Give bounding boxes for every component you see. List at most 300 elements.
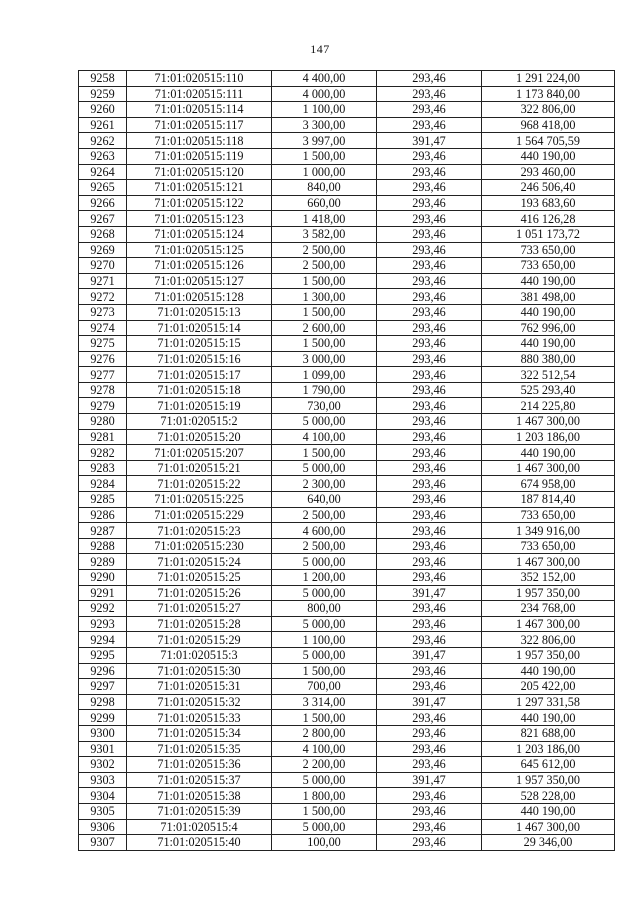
- cadastral-number-cell: 71:01:020515:3: [127, 647, 272, 663]
- area-cell: 5 000,00: [272, 772, 377, 788]
- table-row: [79, 164, 615, 180]
- rate-cell: 293,46: [377, 102, 482, 118]
- total-value-cell: 1 173 840,00: [482, 86, 615, 102]
- area-cell: 5 000,00: [272, 647, 377, 663]
- row-number-cell: 9280: [79, 414, 127, 430]
- rate-cell: 293,46: [377, 226, 482, 242]
- rate-cell: 293,46: [377, 336, 482, 352]
- table-row: [79, 757, 615, 773]
- cadastral-number-cell: 71:01:020515:229: [127, 507, 272, 523]
- rate-cell: 293,46: [377, 211, 482, 227]
- table-row: [79, 523, 615, 539]
- area-cell: 100,00: [272, 835, 377, 851]
- area-cell: 660,00: [272, 195, 377, 211]
- total-value-cell: 440 190,00: [482, 336, 615, 352]
- rate-cell: 293,46: [377, 195, 482, 211]
- total-value-cell: 352 152,00: [482, 570, 615, 586]
- row-number-cell: 9301: [79, 741, 127, 757]
- total-value-cell: 674 958,00: [482, 476, 615, 492]
- row-number-cell: 9265: [79, 180, 127, 196]
- row-number-cell: 9294: [79, 632, 127, 648]
- area-cell: 1 418,00: [272, 211, 377, 227]
- area-cell: 5 000,00: [272, 819, 377, 835]
- table-row: [79, 507, 615, 523]
- rate-cell: 293,46: [377, 304, 482, 320]
- cadastral-number-cell: 71:01:020515:230: [127, 538, 272, 554]
- row-number-cell: 9289: [79, 554, 127, 570]
- rate-cell: 293,46: [377, 414, 482, 430]
- area-cell: 4 000,00: [272, 86, 377, 102]
- area-cell: 3 000,00: [272, 351, 377, 367]
- total-value-cell: 821 688,00: [482, 725, 615, 741]
- row-number-cell: 9293: [79, 616, 127, 632]
- cadastral-number-cell: 71:01:020515:117: [127, 117, 272, 133]
- area-cell: 1 500,00: [272, 304, 377, 320]
- total-value-cell: 1 957 350,00: [482, 647, 615, 663]
- table-row: [79, 538, 615, 554]
- total-value-cell: 440 190,00: [482, 445, 615, 461]
- row-number-cell: 9302: [79, 757, 127, 773]
- table-row: [79, 180, 615, 196]
- row-number-cell: 9274: [79, 320, 127, 336]
- table-row: [79, 647, 615, 663]
- rate-cell: 293,46: [377, 523, 482, 539]
- rate-cell: 293,46: [377, 835, 482, 851]
- rate-cell: 293,46: [377, 258, 482, 274]
- cadastral-number-cell: 71:01:020515:32: [127, 694, 272, 710]
- table-row: [79, 398, 615, 414]
- cadastral-number-cell: 71:01:020515:122: [127, 195, 272, 211]
- cadastral-number-cell: 71:01:020515:16: [127, 351, 272, 367]
- cadastral-number-cell: 71:01:020515:40: [127, 835, 272, 851]
- table-row: [79, 460, 615, 476]
- row-number-cell: 9305: [79, 803, 127, 819]
- row-number-cell: 9295: [79, 647, 127, 663]
- rate-cell: 293,46: [377, 725, 482, 741]
- total-value-cell: 525 293,40: [482, 382, 615, 398]
- total-value-cell: 645 612,00: [482, 757, 615, 773]
- area-cell: 4 600,00: [272, 523, 377, 539]
- area-cell: 5 000,00: [272, 616, 377, 632]
- row-number-cell: 9267: [79, 211, 127, 227]
- total-value-cell: 1 467 300,00: [482, 616, 615, 632]
- cadastral-number-cell: 71:01:020515:19: [127, 398, 272, 414]
- row-number-cell: 9279: [79, 398, 127, 414]
- total-value-cell: 440 190,00: [482, 710, 615, 726]
- area-cell: 1 500,00: [272, 445, 377, 461]
- total-value-cell: 214 225,80: [482, 398, 615, 414]
- area-cell: 2 600,00: [272, 320, 377, 336]
- area-cell: 3 582,00: [272, 226, 377, 242]
- area-cell: 2 500,00: [272, 258, 377, 274]
- total-value-cell: 246 506,40: [482, 180, 615, 196]
- cadastral-number-cell: 71:01:020515:15: [127, 336, 272, 352]
- rate-cell: 293,46: [377, 538, 482, 554]
- row-number-cell: 9306: [79, 819, 127, 835]
- cadastral-number-cell: 71:01:020515:124: [127, 226, 272, 242]
- cadastral-number-cell: 71:01:020515:37: [127, 772, 272, 788]
- rate-cell: 293,46: [377, 86, 482, 102]
- total-value-cell: 1 291 224,00: [482, 71, 615, 87]
- cadastral-number-cell: 71:01:020515:126: [127, 258, 272, 274]
- row-number-cell: 9271: [79, 273, 127, 289]
- rate-cell: 293,46: [377, 492, 482, 508]
- total-value-cell: 1 467 300,00: [482, 460, 615, 476]
- area-cell: 3 314,00: [272, 694, 377, 710]
- row-number-cell: 9285: [79, 492, 127, 508]
- table-row: [79, 788, 615, 804]
- total-value-cell: 1 051 173,72: [482, 226, 615, 242]
- row-number-cell: 9259: [79, 86, 127, 102]
- area-cell: 2 500,00: [272, 242, 377, 258]
- rate-cell: 293,46: [377, 242, 482, 258]
- table-row: [79, 258, 615, 274]
- row-number-cell: 9298: [79, 694, 127, 710]
- table-row: [79, 226, 615, 242]
- area-cell: 5 000,00: [272, 414, 377, 430]
- row-number-cell: 9272: [79, 289, 127, 305]
- row-number-cell: 9269: [79, 242, 127, 258]
- row-number-cell: 9297: [79, 679, 127, 695]
- table-row: [79, 585, 615, 601]
- rate-cell: 293,46: [377, 741, 482, 757]
- table-row: [79, 117, 615, 133]
- row-number-cell: 9284: [79, 476, 127, 492]
- rate-cell: 293,46: [377, 570, 482, 586]
- row-number-cell: 9263: [79, 148, 127, 164]
- row-number-cell: 9283: [79, 460, 127, 476]
- cadastral-number-cell: 71:01:020515:17: [127, 367, 272, 383]
- total-value-cell: 1 564 705,59: [482, 133, 615, 149]
- area-cell: 5 000,00: [272, 585, 377, 601]
- total-value-cell: 968 418,00: [482, 117, 615, 133]
- area-cell: 2 200,00: [272, 757, 377, 773]
- row-number-cell: 9275: [79, 336, 127, 352]
- rate-cell: 293,46: [377, 367, 482, 383]
- rate-cell: 293,46: [377, 460, 482, 476]
- row-number-cell: 9304: [79, 788, 127, 804]
- rate-cell: 391,47: [377, 694, 482, 710]
- rate-cell: 293,46: [377, 476, 482, 492]
- rate-cell: 293,46: [377, 757, 482, 773]
- area-cell: 5 000,00: [272, 460, 377, 476]
- rate-cell: 293,46: [377, 616, 482, 632]
- row-number-cell: 9277: [79, 367, 127, 383]
- area-cell: 5 000,00: [272, 554, 377, 570]
- rate-cell: 293,46: [377, 429, 482, 445]
- area-cell: 1 500,00: [272, 336, 377, 352]
- total-value-cell: 1 957 350,00: [482, 772, 615, 788]
- table-body: [79, 71, 615, 851]
- total-value-cell: 322 806,00: [482, 102, 615, 118]
- total-value-cell: 1 467 300,00: [482, 554, 615, 570]
- cadastral-number-cell: 71:01:020515:27: [127, 601, 272, 617]
- row-number-cell: 9282: [79, 445, 127, 461]
- table-row: [79, 414, 615, 430]
- cadastral-number-cell: 71:01:020515:35: [127, 741, 272, 757]
- rate-cell: 293,46: [377, 632, 482, 648]
- land-plot-table: [78, 70, 615, 851]
- area-cell: 730,00: [272, 398, 377, 414]
- rate-cell: 293,46: [377, 351, 482, 367]
- rate-cell: 293,46: [377, 148, 482, 164]
- rate-cell: 293,46: [377, 803, 482, 819]
- area-cell: 1 500,00: [272, 710, 377, 726]
- table-row: [79, 148, 615, 164]
- table-row: [79, 570, 615, 586]
- table-row: [79, 71, 615, 87]
- area-cell: 1 500,00: [272, 273, 377, 289]
- cadastral-number-cell: 71:01:020515:21: [127, 460, 272, 476]
- cadastral-number-cell: 71:01:020515:125: [127, 242, 272, 258]
- area-cell: 3 300,00: [272, 117, 377, 133]
- row-number-cell: 9300: [79, 725, 127, 741]
- total-value-cell: 733 650,00: [482, 538, 615, 554]
- total-value-cell: 1 203 186,00: [482, 741, 615, 757]
- total-value-cell: 29 346,00: [482, 835, 615, 851]
- row-number-cell: 9261: [79, 117, 127, 133]
- area-cell: 1 000,00: [272, 164, 377, 180]
- total-value-cell: 440 190,00: [482, 148, 615, 164]
- cadastral-number-cell: 71:01:020515:39: [127, 803, 272, 819]
- rate-cell: 293,46: [377, 273, 482, 289]
- total-value-cell: 733 650,00: [482, 242, 615, 258]
- total-value-cell: 1 467 300,00: [482, 414, 615, 430]
- table-row: [79, 429, 615, 445]
- table-row: [79, 336, 615, 352]
- cadastral-number-cell: 71:01:020515:23: [127, 523, 272, 539]
- rate-cell: 293,46: [377, 320, 482, 336]
- rate-cell: 293,46: [377, 382, 482, 398]
- rate-cell: 293,46: [377, 819, 482, 835]
- table-row: [79, 133, 615, 149]
- row-number-cell: 9307: [79, 835, 127, 851]
- cadastral-number-cell: 71:01:020515:30: [127, 663, 272, 679]
- row-number-cell: 9258: [79, 71, 127, 87]
- rate-cell: 293,46: [377, 554, 482, 570]
- table-row: [79, 710, 615, 726]
- area-cell: 4 100,00: [272, 429, 377, 445]
- cadastral-number-cell: 71:01:020515:127: [127, 273, 272, 289]
- area-cell: 1 300,00: [272, 289, 377, 305]
- table-row: [79, 351, 615, 367]
- rate-cell: 293,46: [377, 679, 482, 695]
- area-cell: 1 500,00: [272, 148, 377, 164]
- cadastral-number-cell: 71:01:020515:25: [127, 570, 272, 586]
- table-row: [79, 554, 615, 570]
- row-number-cell: 9281: [79, 429, 127, 445]
- table-row: [79, 242, 615, 258]
- row-number-cell: 9291: [79, 585, 127, 601]
- total-value-cell: 205 422,00: [482, 679, 615, 695]
- table-row: [79, 835, 615, 851]
- rate-cell: 293,46: [377, 445, 482, 461]
- area-cell: 1 100,00: [272, 632, 377, 648]
- cadastral-number-cell: 71:01:020515:123: [127, 211, 272, 227]
- area-cell: 1 800,00: [272, 788, 377, 804]
- rate-cell: 391,47: [377, 585, 482, 601]
- area-cell: 2 500,00: [272, 538, 377, 554]
- row-number-cell: 9287: [79, 523, 127, 539]
- area-cell: 4 100,00: [272, 741, 377, 757]
- total-value-cell: 733 650,00: [482, 507, 615, 523]
- cadastral-number-cell: 71:01:020515:111: [127, 86, 272, 102]
- rate-cell: 293,46: [377, 180, 482, 196]
- row-number-cell: 9290: [79, 570, 127, 586]
- rate-cell: 293,46: [377, 507, 482, 523]
- cadastral-number-cell: 71:01:020515:120: [127, 164, 272, 180]
- table-row: [79, 445, 615, 461]
- rate-cell: 391,47: [377, 772, 482, 788]
- cadastral-number-cell: 71:01:020515:18: [127, 382, 272, 398]
- table-row: [79, 632, 615, 648]
- cadastral-number-cell: 71:01:020515:114: [127, 102, 272, 118]
- row-number-cell: 9296: [79, 663, 127, 679]
- area-cell: 1 099,00: [272, 367, 377, 383]
- row-number-cell: 9292: [79, 601, 127, 617]
- total-value-cell: 528 228,00: [482, 788, 615, 804]
- row-number-cell: 9286: [79, 507, 127, 523]
- total-value-cell: 322 512,54: [482, 367, 615, 383]
- area-cell: 2 800,00: [272, 725, 377, 741]
- total-value-cell: 1 467 300,00: [482, 819, 615, 835]
- table-row: [79, 616, 615, 632]
- total-value-cell: 322 806,00: [482, 632, 615, 648]
- rate-cell: 293,46: [377, 164, 482, 180]
- total-value-cell: 1 297 331,58: [482, 694, 615, 710]
- row-number-cell: 9299: [79, 710, 127, 726]
- cadastral-number-cell: 71:01:020515:128: [127, 289, 272, 305]
- cadastral-number-cell: 71:01:020515:14: [127, 320, 272, 336]
- table-row: [79, 367, 615, 383]
- total-value-cell: 440 190,00: [482, 304, 615, 320]
- row-number-cell: 9276: [79, 351, 127, 367]
- area-cell: 640,00: [272, 492, 377, 508]
- page-number: 147: [310, 42, 330, 56]
- row-number-cell: 9260: [79, 102, 127, 118]
- table-row: [79, 679, 615, 695]
- cadastral-number-cell: 71:01:020515:13: [127, 304, 272, 320]
- total-value-cell: 187 814,40: [482, 492, 615, 508]
- rate-cell: 293,46: [377, 398, 482, 414]
- row-number-cell: 9273: [79, 304, 127, 320]
- rate-cell: 391,47: [377, 647, 482, 663]
- cadastral-number-cell: 71:01:020515:38: [127, 788, 272, 804]
- table-row: [79, 211, 615, 227]
- row-number-cell: 9266: [79, 195, 127, 211]
- area-cell: 700,00: [272, 679, 377, 695]
- area-cell: 2 500,00: [272, 507, 377, 523]
- cadastral-number-cell: 71:01:020515:118: [127, 133, 272, 149]
- total-value-cell: 880 380,00: [482, 351, 615, 367]
- table-row: [79, 663, 615, 679]
- total-value-cell: 440 190,00: [482, 273, 615, 289]
- row-number-cell: 9268: [79, 226, 127, 242]
- cadastral-number-cell: 71:01:020515:2: [127, 414, 272, 430]
- cadastral-number-cell: 71:01:020515:4: [127, 819, 272, 835]
- cadastral-number-cell: 71:01:020515:31: [127, 679, 272, 695]
- total-value-cell: 293 460,00: [482, 164, 615, 180]
- rate-cell: 293,46: [377, 788, 482, 804]
- rate-cell: 293,46: [377, 601, 482, 617]
- area-cell: 2 300,00: [272, 476, 377, 492]
- table-row: [79, 86, 615, 102]
- table-row: [79, 601, 615, 617]
- area-cell: 3 997,00: [272, 133, 377, 149]
- cadastral-number-cell: 71:01:020515:33: [127, 710, 272, 726]
- cadastral-number-cell: 71:01:020515:36: [127, 757, 272, 773]
- rate-cell: 293,46: [377, 663, 482, 679]
- total-value-cell: 234 768,00: [482, 601, 615, 617]
- cadastral-number-cell: 71:01:020515:34: [127, 725, 272, 741]
- table-row: [79, 289, 615, 305]
- cadastral-number-cell: 71:01:020515:121: [127, 180, 272, 196]
- total-value-cell: 1 203 186,00: [482, 429, 615, 445]
- rate-cell: 293,46: [377, 289, 482, 305]
- total-value-cell: 1 349 916,00: [482, 523, 615, 539]
- total-value-cell: 440 190,00: [482, 663, 615, 679]
- area-cell: 840,00: [272, 180, 377, 196]
- row-number-cell: 9288: [79, 538, 127, 554]
- table-row: [79, 476, 615, 492]
- cadastral-number-cell: 71:01:020515:24: [127, 554, 272, 570]
- total-value-cell: 381 498,00: [482, 289, 615, 305]
- area-cell: 1 200,00: [272, 570, 377, 586]
- total-value-cell: 416 126,28: [482, 211, 615, 227]
- table-row: [79, 304, 615, 320]
- rate-cell: 293,46: [377, 117, 482, 133]
- row-number-cell: 9262: [79, 133, 127, 149]
- rate-cell: 293,46: [377, 71, 482, 87]
- table-row: [79, 320, 615, 336]
- table-row: [79, 725, 615, 741]
- total-value-cell: 440 190,00: [482, 803, 615, 819]
- cadastral-number-cell: 71:01:020515:22: [127, 476, 272, 492]
- row-number-cell: 9264: [79, 164, 127, 180]
- total-value-cell: 1 957 350,00: [482, 585, 615, 601]
- total-value-cell: 762 996,00: [482, 320, 615, 336]
- cadastral-number-cell: 71:01:020515:207: [127, 445, 272, 461]
- area-cell: 1 500,00: [272, 803, 377, 819]
- rate-cell: 293,46: [377, 710, 482, 726]
- cadastral-number-cell: 71:01:020515:26: [127, 585, 272, 601]
- total-value-cell: 733 650,00: [482, 258, 615, 274]
- table-row: [79, 772, 615, 788]
- area-cell: 1 100,00: [272, 102, 377, 118]
- table-row: [79, 694, 615, 710]
- row-number-cell: 9270: [79, 258, 127, 274]
- table-row: [79, 803, 615, 819]
- rate-cell: 391,47: [377, 133, 482, 149]
- area-cell: 4 400,00: [272, 71, 377, 87]
- cadastral-number-cell: 71:01:020515:110: [127, 71, 272, 87]
- table-row: [79, 492, 615, 508]
- area-cell: 800,00: [272, 601, 377, 617]
- table-row: [79, 741, 615, 757]
- area-cell: 1 790,00: [272, 382, 377, 398]
- cadastral-number-cell: 71:01:020515:29: [127, 632, 272, 648]
- cadastral-number-cell: 71:01:020515:119: [127, 148, 272, 164]
- row-number-cell: 9303: [79, 772, 127, 788]
- row-number-cell: 9278: [79, 382, 127, 398]
- total-value-cell: 193 683,60: [482, 195, 615, 211]
- table-row: [79, 273, 615, 289]
- table-row: [79, 382, 615, 398]
- cadastral-number-cell: 71:01:020515:28: [127, 616, 272, 632]
- cadastral-number-cell: 71:01:020515:225: [127, 492, 272, 508]
- table-row: [79, 819, 615, 835]
- table-row: [79, 195, 615, 211]
